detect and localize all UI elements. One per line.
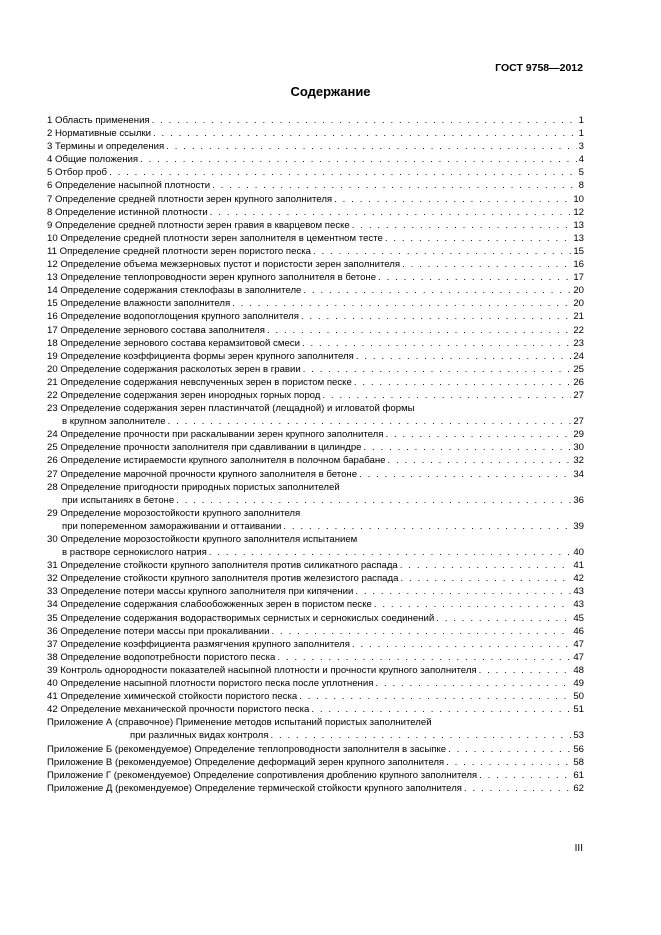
dot-leader [168,415,572,428]
toc-entry-page: 62 [573,782,584,794]
toc-heading-line: 29 Определение морозостойкости крупного заполнителя [47,507,301,519]
toc-entry [47,127,584,140]
toc-entry-page: 8 [578,180,584,192]
dot-leader [436,612,571,625]
toc-entry [47,140,584,153]
toc-entry [47,520,584,533]
dot-leader [354,376,572,389]
toc-entry [47,389,584,402]
dot-leader [212,179,577,192]
toc-entry-label: 42 Определение механической прочности пористого песка [47,704,310,716]
toc-entry-label: 4 Общие положения [47,154,139,166]
toc-entry-page: 26 [573,376,584,388]
toc-entry-page: 29 [573,429,584,441]
toc-entry-page: 47 [573,638,584,650]
toc-entry [47,743,584,756]
toc-entry [47,625,584,638]
toc-heading-line: Приложение А (справочное) Применение методов испытаний пористых заполнителей [47,717,432,729]
toc-entry-page: 13 [573,219,584,231]
toc-entry-label: 40 Определение насыпной плотности пористого песка после уплотнения [47,678,374,690]
toc-entry [47,166,584,179]
dot-leader [232,297,571,310]
toc-entry-label: 37 Определение коэффициента размягчения крупного заполнителя [47,638,350,650]
toc-entry [47,441,584,454]
toc-entry-page: 43 [573,586,584,598]
toc-entry [47,206,584,219]
toc-entry-page: 48 [573,664,584,676]
toc-entry [47,428,584,441]
toc-entry-label: Приложение Г (рекомендуемое) Определение сопротивления дроблению крупного заполнителя [47,769,478,781]
toc-entry-label: 15 Определение влажности заполнителя [47,298,231,310]
toc-heading-line: 28 Определение пригодности природных пористых заполнителей [47,481,340,493]
toc-entry-label: 5 Отбор проб [47,167,108,179]
toc-entry-page: 40 [573,547,584,559]
dot-leader [387,454,571,467]
toc-entry-label: 8 Определение истинной плотности [47,206,208,218]
toc-entry-page: 36 [573,494,584,506]
toc-entry-page: 5 [578,167,584,179]
toc-entry [47,677,584,690]
dot-leader [479,664,572,677]
dot-leader [385,428,571,441]
toc-entry-label: 7 Определение средней плотности зерен крупного заполнителя [47,193,333,205]
toc-entry-label: при испытаниях в бетоне [62,494,175,506]
toc-entry-page: 15 [573,245,584,257]
toc-heading-line: 23 Определение содержания зерен пластинчатой (лещадной) и игловатой формы [47,403,415,415]
toc-entry-page: 24 [573,350,584,362]
toc-entry-page: 49 [573,678,584,690]
toc-entry-label: 27 Определение марочной прочности крупного заполнителя в бетоне [47,468,358,480]
page-title: Содержание [290,84,371,99]
toc-entry [47,494,584,507]
toc-heading-line: 30 Определение морозостойкости крупного заполнителя испытанием [47,534,358,545]
dot-leader [446,756,571,769]
toc-entry [47,337,584,350]
dot-leader [375,677,571,690]
dot-leader [334,193,571,206]
toc-entry [47,232,584,245]
toc-entry-label: 13 Определение теплопроводности зерен крупного заполнителя в бетоне [47,272,377,284]
toc-entry [47,415,584,428]
dot-leader [303,363,572,376]
toc-entry [47,690,584,703]
dot-leader [270,729,571,742]
toc-entry [47,468,584,481]
toc-entry-page: 46 [573,625,584,637]
toc-entry [47,559,584,572]
dot-leader [322,389,571,402]
toc-entry-label: при попеременном замораживании и оттаивании [62,520,282,532]
toc-entry [47,638,584,651]
dot-leader [303,284,571,297]
toc-entry-label: 36 Определение потери массы при прокаливании [47,625,270,637]
toc-entry-label: Приложение Д (рекомендуемое) Определение термической стойкости крупного заполнителя [47,782,462,794]
toc-entry-page: 4 [578,154,584,166]
dot-leader [374,598,571,611]
toc-entry-label: 10 Определение средней плотности зерен заполнителя в цементном тесте [47,232,383,244]
toc-entry [47,729,584,742]
toc-entry-label: 14 Определение содержания стеклофазы в заполнителе [47,285,302,297]
dot-leader [352,638,571,651]
toc-entry-label: при различных видах контроля [130,730,269,742]
dot-leader [267,324,571,337]
toc-entry [47,546,584,559]
dot-leader [277,651,571,664]
toc-entry-label: 21 Определение содержания невспученных зерен в пористом песке [47,376,352,388]
toc-entry [47,324,584,337]
dot-leader [176,494,571,507]
toc-entry-page: 61 [573,769,584,781]
toc-entry-label: 35 Определение содержания водорастворимых сернистых и сернокислых соединений [47,612,435,624]
toc-entry [47,310,584,323]
toc-entry-label: 17 Определение зернового состава заполнителя [47,324,265,336]
toc-entry [47,179,584,192]
toc-entry-label: 39 Контроль однородности показателей насыпной плотности и прочности крупного заполнителя [47,664,477,676]
dot-leader [299,690,571,703]
dot-leader [355,585,571,598]
toc-entry [47,376,584,389]
toc-entry-label: 34 Определение содержания слабообожженных зерен в пористом песке [47,599,372,611]
toc-entry-label: 3 Термины и определения [47,141,165,153]
toc-entry-label: 24 Определение прочности при раскалывании зерен крупного заполнителя [47,429,384,441]
toc-entry [47,585,584,598]
toc-entry-label: 25 Определение прочности заполнителя при сдавливании в цилиндре [47,442,362,454]
toc-entry-page: 13 [573,232,584,244]
toc-entry [47,598,584,611]
dot-leader [400,559,572,572]
dot-leader [448,743,571,756]
dot-leader [109,166,577,179]
toc-entry-label: 22 Определение содержания зерен инородных горных пород [47,389,321,401]
toc-entry-label: 18 Определение зернового состава керамзитовой смеси [47,337,300,349]
dot-leader [356,350,571,363]
toc-entry-page: 17 [573,272,584,284]
toc-entry-label: 2 Нормативные ссылки [47,128,152,140]
dot-leader [352,219,572,232]
dot-leader [479,769,571,782]
toc-entry-page: 47 [573,651,584,663]
toc-entry-label: 31 Определение стойкости крупного заполнителя против силикатного распада [47,560,398,572]
toc-entry [47,258,584,271]
toc-entry-page: 20 [573,298,584,310]
toc-entry [47,651,584,664]
toc-entry [47,572,584,585]
toc-entry-label: 9 Определение средней плотности зерен гравия в кварцевом песке [47,219,350,231]
table-of-contents [47,114,584,795]
toc-entry-page: 20 [573,285,584,297]
toc-entry-label: 16 Определение водопоглощения крупного заполнителя [47,311,299,323]
toc-entry [47,769,584,782]
toc-entry-label: в крупном заполнителе [62,416,166,428]
dot-leader [400,572,571,585]
dot-leader [210,206,572,219]
toc-entry [47,664,584,677]
toc-entry-label: Приложение Б (рекомендуемое) Определение теплопроводности заполнителя в засыпке [47,743,447,755]
toc-entry-page: 12 [573,206,584,218]
dot-leader [378,271,571,284]
toc-entry [47,782,584,795]
toc-entry [47,350,584,363]
toc-entry-page: 53 [573,730,584,742]
toc-entry-page: 58 [573,756,584,768]
toc-entry [47,193,584,206]
toc-entry-label: 1 Область применения [47,115,150,126]
toc-entry [47,363,584,376]
toc-entry-page: 32 [573,455,584,467]
dot-leader [311,703,571,716]
toc-entry-page: 16 [573,259,584,271]
toc-entry-label: 11 Определение средней плотности зерен пористого песка [47,245,311,257]
toc-entry-label: 19 Определение коэффициента формы зерен крупного заполнителя [47,350,354,362]
toc-entry-page: 42 [573,573,584,585]
toc-entry [47,756,584,769]
toc-entry-label: Приложение В (рекомендуемое) Определение деформаций зерен крупного заполнителя [47,756,445,768]
toc-entry-page: 25 [573,363,584,375]
toc-entry-label: в растворе сернокислого натрия [62,547,207,559]
toc-entry [47,703,584,716]
dot-leader [464,782,571,795]
dot-leader [313,245,571,258]
toc-entry-label: 32 Определение стойкости крупного заполнителя против железистого распада [47,573,399,585]
dot-leader [402,258,571,271]
toc-entry-page: 39 [573,520,584,532]
toc-entry-label: 6 Определение насыпной плотности [47,180,211,192]
dot-leader [140,153,577,166]
dot-leader [272,625,572,638]
toc-entry-page: 30 [573,442,584,454]
toc-entry-page: 1 [578,128,584,140]
toc-entry-page: 22 [573,324,584,336]
dot-leader [153,127,577,140]
toc-entry-label: 41 Определение химической стойкости пористого песка [47,691,298,703]
toc-entry-page: 34 [573,468,584,480]
toc-entry [47,454,584,467]
toc-entry-page: 23 [573,337,584,349]
toc-entry-page: 3 [578,141,584,153]
dot-leader [385,232,572,245]
dot-leader [364,441,572,454]
dot-leader [359,468,571,481]
dot-leader [301,310,571,323]
toc-entry [47,219,584,232]
toc-entry-page: 56 [573,743,584,755]
toc-entry [47,284,584,297]
toc-entry [47,245,584,258]
toc-entry [47,297,584,310]
toc-entry [47,271,584,284]
toc-entry-label: 26 Определение истираемости крупного заполнителя в полочном барабане [47,455,386,467]
toc-entry-label: 33 Определение потери массы крупного заполнителя при кипячении [47,586,354,598]
toc-entry-page: 1 [578,115,584,126]
toc-entry-page: 41 [573,560,584,572]
toc-entry-label: 38 Определение водопотребности пористого песка [47,651,276,663]
dot-leader [209,546,572,559]
toc-entry-label: 12 Определение объема межзерновых пустот и пористости зерен заполнителя [47,259,401,271]
toc-entry-page: 27 [573,389,584,401]
dot-leader [152,114,577,127]
document-code-header: ГОСТ 9758—2012 [495,62,583,74]
toc-entry-page: 27 [573,416,584,428]
toc-entry-page: 43 [573,599,584,611]
toc-entry [47,114,584,127]
toc-entry-page: 50 [573,691,584,703]
toc-entry [47,612,584,625]
dot-leader [283,520,571,533]
dot-leader [302,337,571,350]
page-number: III [574,843,583,854]
toc-entry-page: 10 [573,193,584,205]
toc-entry-page: 21 [573,311,584,323]
toc-entry-label: 20 Определение содержания расколотых зерен в гравии [47,363,301,375]
toc-entry-page: 51 [573,704,584,716]
dot-leader [166,140,576,153]
toc-entry [47,153,584,166]
toc-entry-page: 45 [573,612,584,624]
